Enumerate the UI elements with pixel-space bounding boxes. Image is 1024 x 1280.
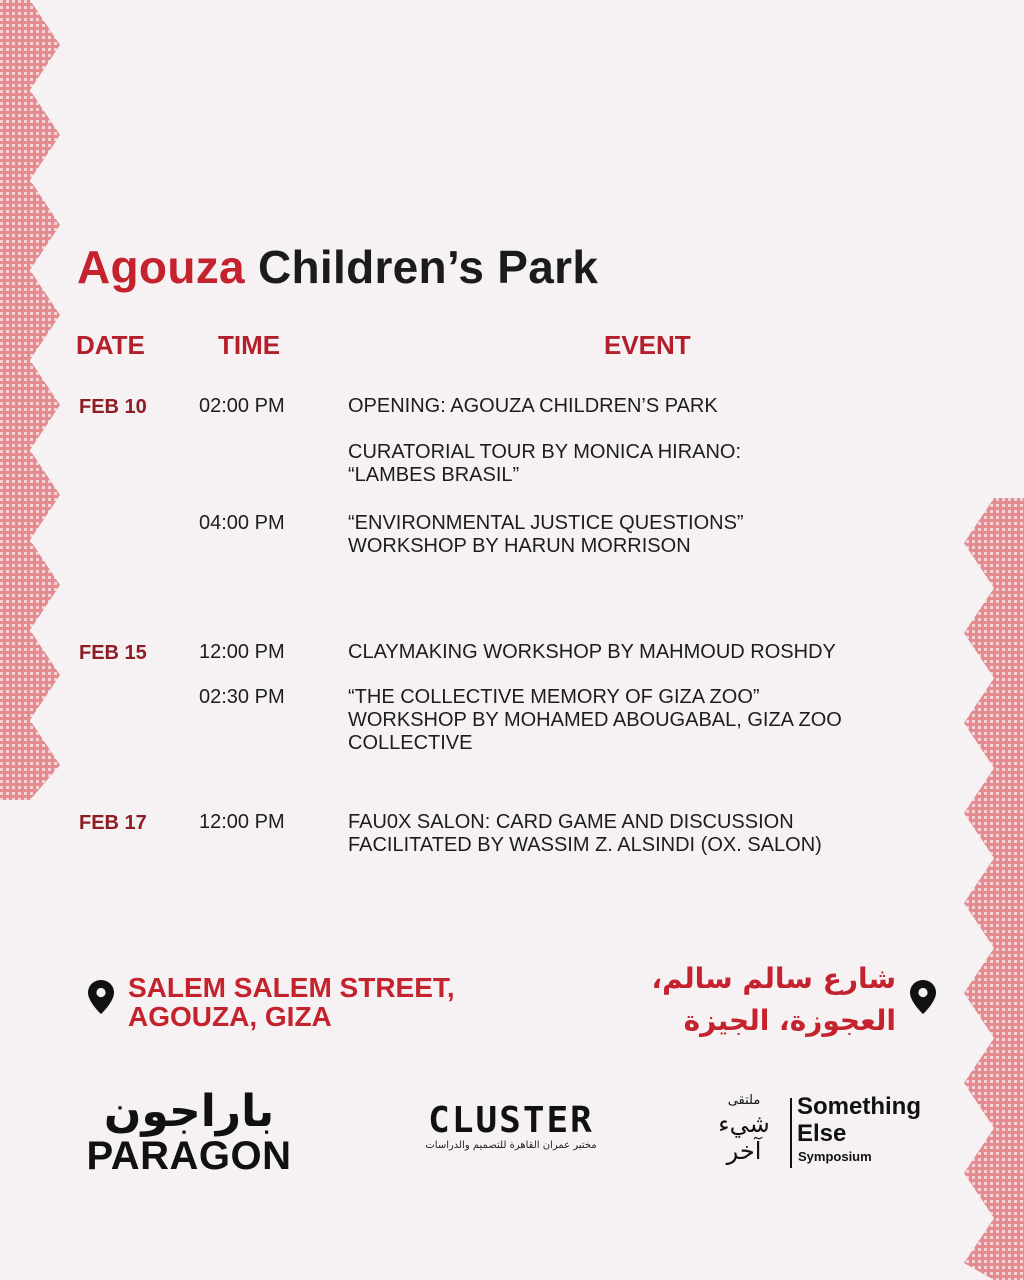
- event-opening: OPENING: AGOUZA CHILDREN’S PARK: [348, 395, 718, 417]
- time-slot: 04:00 PM: [199, 512, 285, 534]
- time-slot: 02:30 PM: [199, 686, 285, 708]
- map-pin-icon: [88, 980, 114, 1014]
- cluster-logo: [420, 1100, 602, 1154]
- se-logo-arabic-line-1: ملتقى: [727, 1093, 761, 1108]
- date-feb-17: FEB 17: [79, 812, 147, 834]
- cluster-logo-arabic: مختبر عمران القاهرة للتصميم والدراسات: [425, 1140, 597, 1151]
- title-rest: Children’s Park: [258, 241, 599, 293]
- event-giza-zoo-workshop: “THE COLLECTIVE MEMORY OF GIZA ZOO” WORKSHOP BY MOHAMED ABOUGABAL, GIZA ZOO COLLECTIVE: [348, 686, 842, 754]
- se-logo-else: Else: [797, 1120, 847, 1147]
- date-feb-10: FEB 10: [79, 396, 147, 418]
- zigzag-pattern-left: [0, 0, 64, 800]
- time-slot: 02:00 PM: [199, 395, 285, 417]
- header-date: DATE: [76, 330, 145, 360]
- header-time: TIME: [218, 330, 281, 360]
- event-claymaking-workshop: CLAYMAKING WORKSHOP BY MAHMOUD ROSHDY: [348, 641, 836, 663]
- se-logo-something: Something: [797, 1093, 921, 1120]
- zigzag-pattern-right: [960, 498, 1024, 1280]
- paragon-logo-arabic: باراجون: [103, 1086, 275, 1137]
- se-logo-divider: [790, 1098, 792, 1168]
- page-title: [77, 240, 598, 294]
- date-feb-15: FEB 15: [79, 642, 147, 664]
- map-pin-icon: [910, 980, 936, 1014]
- header-event: EVENT: [604, 330, 691, 360]
- address-english: SALEM SALEM STREET, AGOUZA, GIZA: [128, 972, 455, 1032]
- time-slot: 12:00 PM: [199, 641, 285, 663]
- event-salon-card-game: FAU0X SALON: CARD GAME AND DISCUSSION FACILITATED BY WASSIM Z. ALSINDI (OX. SALON): [348, 811, 822, 856]
- paragon-logo: [82, 1088, 296, 1176]
- something-else-logo: [700, 1094, 940, 1174]
- title-accent: Agouza: [77, 241, 245, 293]
- paragon-logo-english: PARAGON: [86, 1134, 292, 1178]
- se-logo-arabic-line-2: شيء: [718, 1110, 770, 1138]
- event-environmental-workshop: “ENVIRONMENTAL JUSTICE QUESTIONS” WORKSHOP BY HARUN MORRISON: [348, 512, 744, 557]
- address-arabic: شارع سالم سالم، العجوزة، الجيزة: [651, 962, 896, 1037]
- se-logo-symposium: Symposium: [798, 1149, 872, 1164]
- se-logo-arabic-line-3: آخر: [726, 1137, 762, 1165]
- event-curatorial-tour: CURATORIAL TOUR BY MONICA HIRANO: “LAMBES BRASIL”: [348, 441, 742, 486]
- cluster-logo-english: CLUSTER: [428, 1100, 594, 1141]
- time-slot: 12:00 PM: [199, 811, 285, 833]
